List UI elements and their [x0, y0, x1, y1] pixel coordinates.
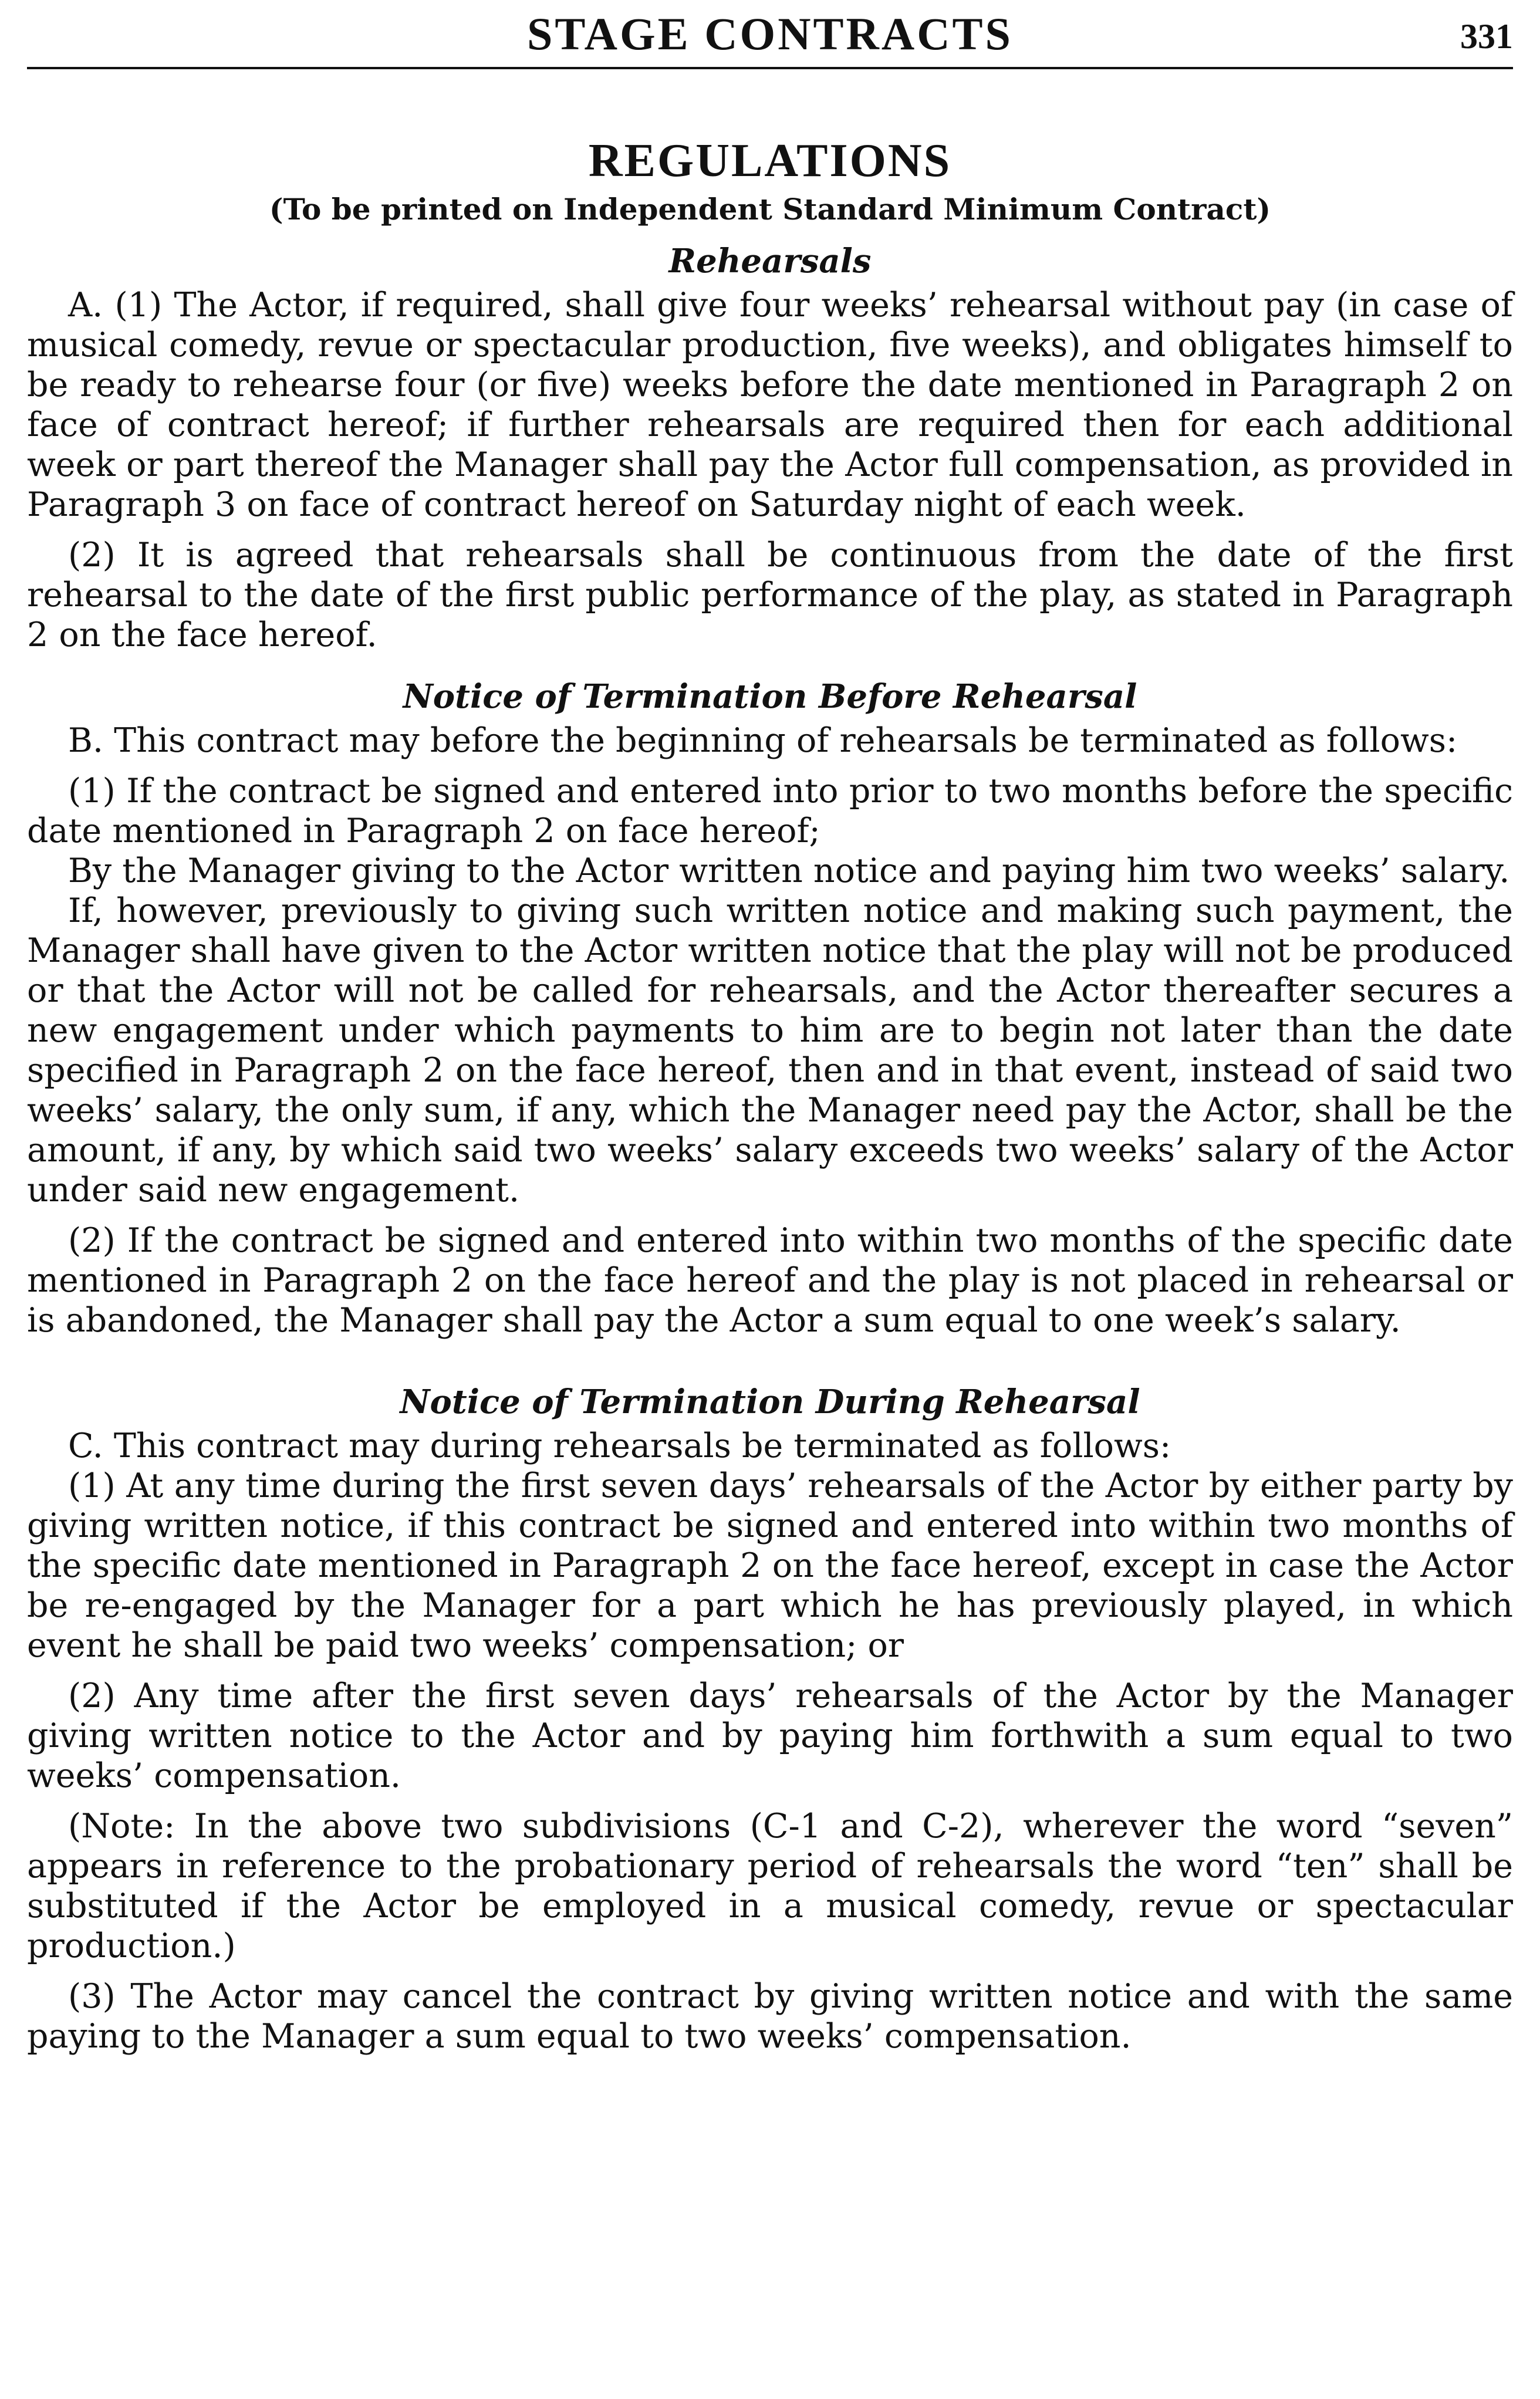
paragraph-a2: (2) It is agreed that rehearsals shall be continuous from the date of the first rehearsal to the date of the first public performance of the play, as stated in Paragraph 2 on the face hereof.	[27, 536, 1513, 654]
paragraph-b1-however: If, however, previously to giving such written notice and making such payment, the Manager shall have given to the Actor written notice that the play will not be produced or that the Actor will not be called for rehearsals, and the Actor thereafter secures a new engagement under which payments to him are to begin not later than the date specified in Paragraph 2 on the face hereof, then and in that event, instead of said two weeks’ salary, the only sum, if any, which the Manager need pay the Actor, shall be the amount, if any, by which said two weeks’ salary exceeds two weeks’ salary of the Actor under said new engagement.	[27, 891, 1513, 1209]
section-heading-rehearsals: Rehearsals	[668, 242, 872, 281]
paragraph-c-intro: C. This contract may during rehearsals be terminated as follows:	[68, 1427, 1171, 1465]
running-title: STAGE CONTRACTS	[527, 8, 1013, 59]
paragraph-c3: (3) The Actor may cancel the contract by giving written notice and with the same paying to the Manager a sum equal to two weeks’ compensation.	[27, 1977, 1513, 2056]
paragraph-a1: A. (1) The Actor, if required, shall give four weeks’ rehearsal without pay (in case of musical comedy, revue or spectacular production, five weeks), and obligates himself to be ready to rehearse four (or five) weeks before the date mentioned in Paragraph 2 on face of contract hereof; if further rehearsals are required then for each additional week or part thereof the Manager shall pay the Actor full compensation, as provided in Paragraph 3 on face of contract hereof on Saturday night of each week.	[27, 286, 1513, 524]
page-number: 331	[1460, 17, 1513, 56]
section-heading-before-rehearsal: Notice of Termination Before Rehearsal	[403, 677, 1137, 716]
paragraph-b-intro: B. This contract may before the beginning of rehearsals be terminated as follows:	[68, 721, 1458, 760]
paragraph-b1: (1) If the contract be signed and entered into prior to two months before the specific date mentioned in Paragraph 2 on face hereof;	[27, 772, 1513, 850]
header-rule	[27, 67, 1513, 69]
paragraph-note: (Note: In the above two subdivisions (C-1 and C-2), wherever the word “seven” appears in reference to the probationary period of rehearsals the word “ten” shall be substituted if the Actor be employed in a musical comedy, revue or spectacular production.)	[27, 1807, 1513, 1965]
book-page	[27, 0, 1513, 2399]
paragraph-c1: (1) At any time during the first seven days’ rehearsals of the Actor by either party by giving written notice, if this contract be signed and entered into within two months of the specific date mentioned in Paragraph 2 on the face hereof, except in case the Actor be re-engaged by the Manager for a part which he has previously played, in which event he shall be paid two weeks’ compensation; or	[27, 1467, 1513, 1665]
regulations-title: REGULATIONS	[588, 135, 952, 187]
section-heading-during-rehearsal: Notice of Termination During Rehearsal	[400, 1383, 1140, 1421]
page-body	[27, 134, 1513, 2067]
paragraph-b1-manager: By the Manager giving to the Actor written notice and paying him two weeks’ salary.	[68, 852, 1510, 890]
running-head	[27, 7, 1513, 72]
paragraph-b2: (2) If the contract be signed and entered into within two months of the specific date mentioned in Paragraph 2 on the face hereof and the play is not placed in rehearsal or is abandoned, the Manager shall pay the Actor a sum equal to one week’s salary.	[27, 1221, 1513, 1340]
paragraph-c2: (2) Any time after the first seven days’ rehearsals of the Actor by the Manager giving written notice to the Actor and by paying him forthwith a sum equal to two weeks’ compensation.	[27, 1677, 1513, 1795]
regulations-subtitle: (To be printed on Independent Standard Minimum Contract)	[269, 192, 1271, 227]
